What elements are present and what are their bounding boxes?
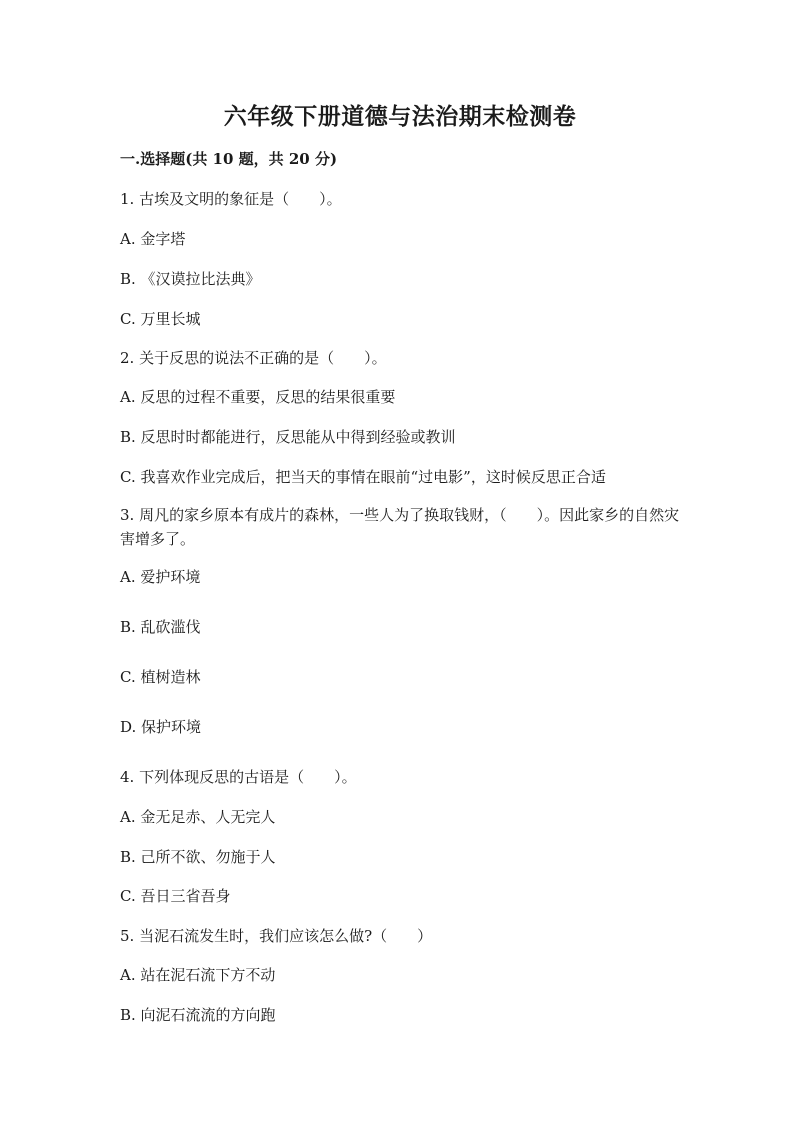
section-heading: 一.选择题(共 10 题，共 20 分)	[120, 150, 338, 168]
question-3-stem: 3. 周凡的家乡原本有成片的森林，一些人为了换取钱财，（ ）。因此家乡的自然灾害增多了。	[120, 506, 680, 548]
question-4-stem: 4. 下列体现反思的古语是（ ）。	[120, 768, 357, 786]
exam-title: 六年级下册道德与法治期末检测卷	[223, 103, 577, 130]
question-2-option-b: B. 反思时时都能进行，反思能从中得到经验或教训	[120, 428, 456, 446]
question-1-option-b: B. 《汉谟拉比法典》	[120, 270, 261, 288]
question-3-option-c: C. 植树造林	[120, 668, 201, 686]
question-2-option-c: C. 我喜欢作业完成后，把当天的事情在眼前“过电影”，这时候反思正合适	[120, 468, 606, 486]
question-5-option-b: B. 向泥石流流的方向跑	[120, 1006, 276, 1024]
question-1-option-c: C. 万里长城	[120, 310, 201, 328]
question-2-stem: 2. 关于反思的说法不正确的是（ ）。	[120, 349, 387, 367]
question-4-option-c: C. 吾日三省吾身	[120, 887, 231, 905]
question-3-option-d: D. 保护环境	[120, 718, 202, 736]
question-3-option-a: A. 爱护环境	[120, 568, 201, 586]
question-4-option-a: A. 金无足赤、人无完人	[120, 808, 276, 826]
question-3-option-b: B. 乱砍滥伐	[120, 618, 201, 636]
question-5-stem: 5. 当泥石流发生时，我们应该怎么做?（ ）	[120, 927, 433, 945]
question-2-option-a: A. 反思的过程不重要，反思的结果很重要	[120, 388, 396, 406]
question-5-option-a: A. 站在泥石流下方不动	[120, 966, 276, 984]
question-1-stem: 1. 古埃及文明的象征是（ ）。	[120, 190, 342, 208]
question-4-option-b: B. 己所不欲、勿施于人	[120, 848, 276, 866]
question-1-option-a: A. 金字塔	[120, 230, 186, 248]
